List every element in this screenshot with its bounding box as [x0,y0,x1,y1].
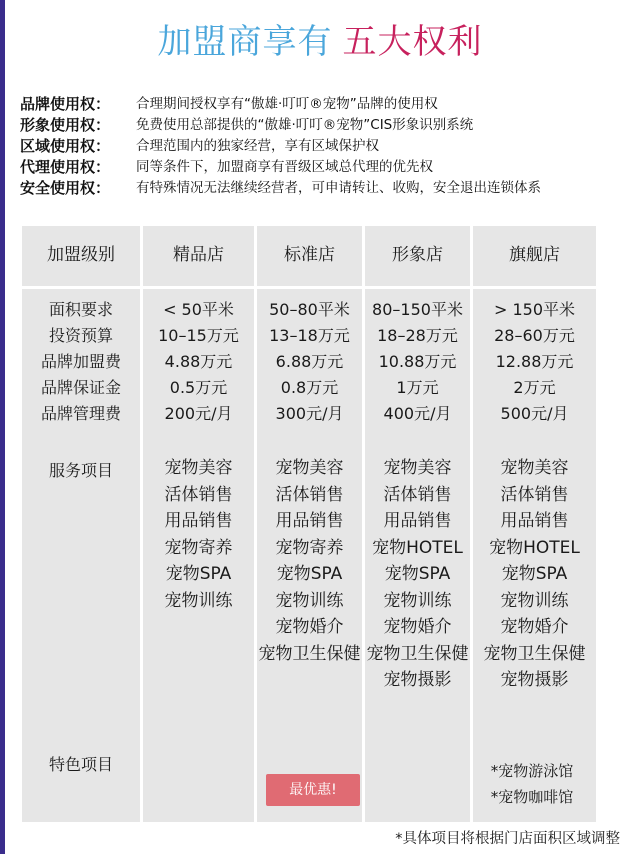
service-item: 宠物训练 [164,590,233,611]
service-item: 活体销售 [275,484,344,505]
service-item: 活体销售 [164,484,233,505]
service-item: 用品销售 [275,511,344,531]
services-column-flagship [473,455,596,694]
metric-labels [22,297,140,427]
service-item: 活体销售 [383,484,452,505]
service-item: 宠物HOTEL [372,537,463,558]
table-header-divider [22,286,596,289]
footnote: *具体项目将根据门店面积区域调整 [395,831,620,847]
metric-value: 10.88万元 [378,352,457,371]
right-item [20,178,630,199]
service-item: 活体销售 [500,484,569,505]
best-offer-button[interactable]: 最优惠! [266,774,360,806]
metric-value: 12.88万元 [495,352,574,371]
service-item: 宠物SPA [384,564,451,584]
service-item: 宠物SPA [501,564,568,584]
service-item: 宠物卫生保健 [366,643,469,664]
service-item: 宠物训练 [275,590,344,611]
metric-value: 200元/月 [164,404,233,423]
metric-value: 400元/月 [383,404,452,423]
metric-value: 1万元 [396,378,439,397]
service-item: 宠物美容 [275,458,344,478]
right-label: 品牌使用权： [20,95,111,113]
metric-column-standard [257,297,362,427]
metric-value: 13–18万元 [269,326,350,345]
service-item: 用品销售 [164,511,233,531]
service-item: 宠物寄养 [275,537,344,558]
rights-list [20,94,630,199]
service-item: 宠物美容 [383,458,452,478]
metric-column-boutique [143,297,254,427]
metric-value: 0.5万元 [169,378,228,397]
service-item: 用品销售 [383,511,452,531]
right-text: 同等条件下，加盟商享有晋级区域总代理的优先权 [136,159,433,175]
metric-label-franchise-fee: 品牌加盟费 [40,352,121,371]
metric-value: 50–80平米 [269,300,350,319]
features-label: 特色项目 [48,755,113,774]
service-item: 宠物美容 [500,458,569,478]
metric-value: > 150平米 [493,300,576,319]
service-item: 宠物婚介 [500,617,569,637]
right-item [20,157,630,178]
right-text: 合理期间授权享有“傲雄·叮叮®宠物”品牌的使用权 [136,96,438,112]
metric-label-deposit: 品牌保证金 [40,378,121,397]
service-item: 宠物美容 [164,458,233,478]
right-text: 有特殊情况无法继续经营者，可申请转让、收购，安全退出连锁体系 [136,180,541,196]
metric-value: 4.88万元 [164,352,233,371]
title-part-2: 五大权利 [342,22,483,62]
table-header-label: 加盟级别 [47,245,115,265]
level-standard: 标准店 [284,245,335,265]
metric-value: 28–60万元 [494,326,575,345]
metric-value: 2万元 [513,378,556,397]
right-item [20,136,630,157]
right-item [20,94,630,115]
feature-item: *宠物咖啡馆 [490,788,574,806]
metric-label-area: 面积要求 [48,300,113,319]
metric-value: 10–15万元 [158,326,239,345]
right-text: 合理范围内的独家经营，享有区域保护权 [136,138,379,154]
level-image: 形象店 [392,245,443,265]
right-label: 安全使用权： [20,179,111,197]
features-list [468,758,596,810]
service-item: 宠物卫生保健 [258,643,361,664]
service-item: 宠物婚介 [383,617,452,637]
metric-value: 300元/月 [275,404,344,423]
service-item: 宠物卫生保健 [483,643,586,664]
service-item: 宠物摄影 [383,670,452,690]
service-item: 宠物SPA [276,564,343,584]
metric-value: 80–150平米 [372,300,463,319]
level-boutique: 精品店 [173,245,224,265]
services-column-boutique [143,455,254,614]
services-label: 服务项目 [48,461,113,480]
metric-value: 6.88万元 [275,352,344,371]
title-part-1: 加盟商享有 [157,22,333,62]
metric-value: 500元/月 [500,404,569,423]
metric-column-flagship [473,297,596,427]
services-column-image [365,455,470,694]
service-item: 宠物摄影 [500,670,569,690]
left-border-decoration [0,0,5,854]
metric-label-management-fee: 品牌管理费 [40,404,121,423]
metric-label-budget: 投资预算 [48,326,113,345]
right-label: 形象使用权： [20,116,111,134]
right-item [20,115,630,136]
service-item: 宠物训练 [500,590,569,611]
service-item: 宠物HOTEL [489,537,580,558]
service-item: 宠物婚介 [275,617,344,637]
service-item: 宠物训练 [383,590,452,611]
metric-value: 0.8万元 [280,378,339,397]
page-title [0,14,640,63]
right-label: 代理使用权： [20,158,111,176]
metric-value: 18–28万元 [377,326,458,345]
right-label: 区域使用权： [20,137,111,155]
service-item: 宠物寄养 [164,537,233,558]
services-column-standard [257,455,362,667]
right-text: 免费使用总部提供的“傲雄·叮叮®宠物”CIS形象识别系统 [136,117,474,133]
service-item: 用品销售 [500,511,569,531]
feature-item: *宠物游泳馆 [490,762,574,780]
service-item: 宠物SPA [165,564,232,584]
metric-column-image [365,297,470,427]
level-flagship: 旗舰店 [509,245,560,265]
metric-value: < 50平米 [163,300,234,319]
